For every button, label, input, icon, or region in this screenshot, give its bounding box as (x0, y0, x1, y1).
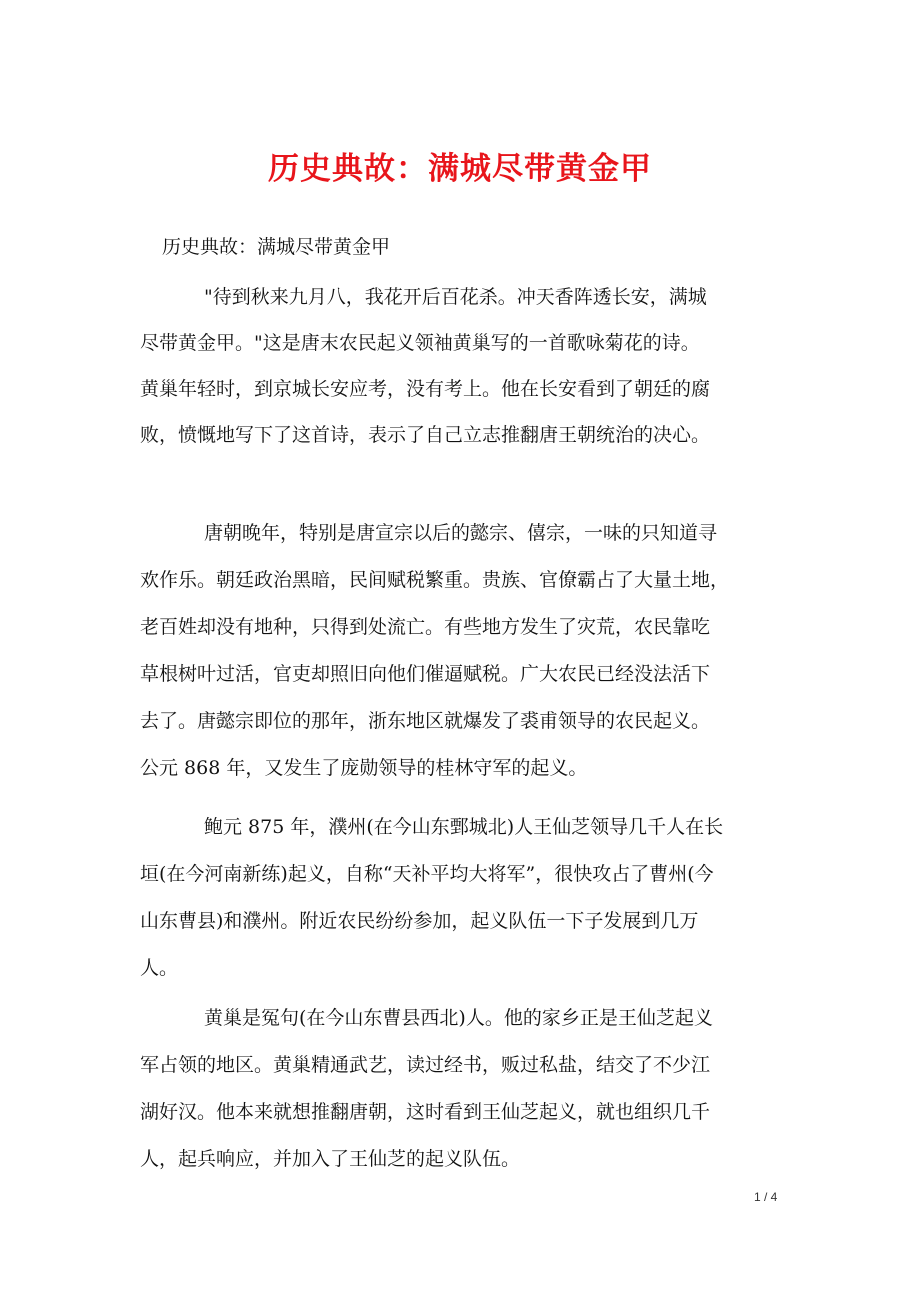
paragraph-line: 黄巢年轻时，到京城长安应考，没有考上。他在长安看到了朝廷的腐 (140, 378, 711, 400)
paragraph-line: 湖好汉。他本来就想推翻唐朝，这时看到王仙芝起义，就也组织几千 (140, 1101, 711, 1123)
paragraph-line: 唐朝晚年，特别是唐宣宗以后的懿宗、僖宗，一味的只知道寻 (204, 522, 718, 544)
paragraph-line: 败，愤慨地写下了这首诗，表示了自己立志推翻唐王朝统治的决心。 (140, 424, 711, 446)
paragraph-line: 欢作乐。朝廷政治黑暗，民间赋税繁重。贵族、官僚霸占了大量土地， (140, 569, 730, 591)
paragraph-line: 山东曹县)和濮州。附近农民纷纷参加，起义队伍一下子发展到几万 (140, 910, 699, 932)
paragraph-line: 黄巢是冤句(在今山东曹县西北)人。他的家乡正是王仙芝起义 (204, 1007, 713, 1029)
paragraph-line: 人。 (140, 957, 179, 979)
paragraph-line: 人，起兵响应，并加入了王仙芝的起义队伍。 (140, 1148, 521, 1170)
paragraph-line: 垣(在今河南新练)起义，自称“天补平均大将军”，很快攻占了曹州(今 (140, 863, 714, 885)
paragraph-line: 尽带黄金甲。"这是唐末农民起义领袖黄巢写的一首歌咏菊花的诗。 (140, 332, 700, 354)
paragraph-line: 公元 868 年，又发生了庞勋领导的桂林守军的起义。 (140, 757, 588, 779)
paragraph-line: "待到秋来九月八，我花开后百花杀。冲天香阵透长安，满城 (204, 286, 707, 308)
document-title: 历史典故：满城尽带黄金甲 (268, 151, 652, 187)
paragraph-line: 老百姓却没有地种，只得到处流亡。有些地方发生了灾荒，农民靠吃 (140, 616, 711, 638)
paragraph-line: 去了。唐懿宗即位的那年，浙东地区就爆发了裘甫领导的农民起义。 (140, 710, 711, 732)
paragraph-line: 军占领的地区。黄巢精通武艺，读过经书，贩过私盐，结交了不少江 (140, 1054, 711, 1076)
document-subtitle: 历史典故：满城尽带黄金甲 (162, 236, 391, 258)
paragraph-line: 草根树叶过活，官吏却照旧向他们催逼赋税。广大农民已经没法活下 (140, 663, 711, 685)
paragraph-line: 鲍元 875 年，濮州(在今山东鄄城北)人王仙芝领导几千人在长 (204, 816, 724, 838)
page-number: 1 / 4 (754, 1190, 778, 1204)
